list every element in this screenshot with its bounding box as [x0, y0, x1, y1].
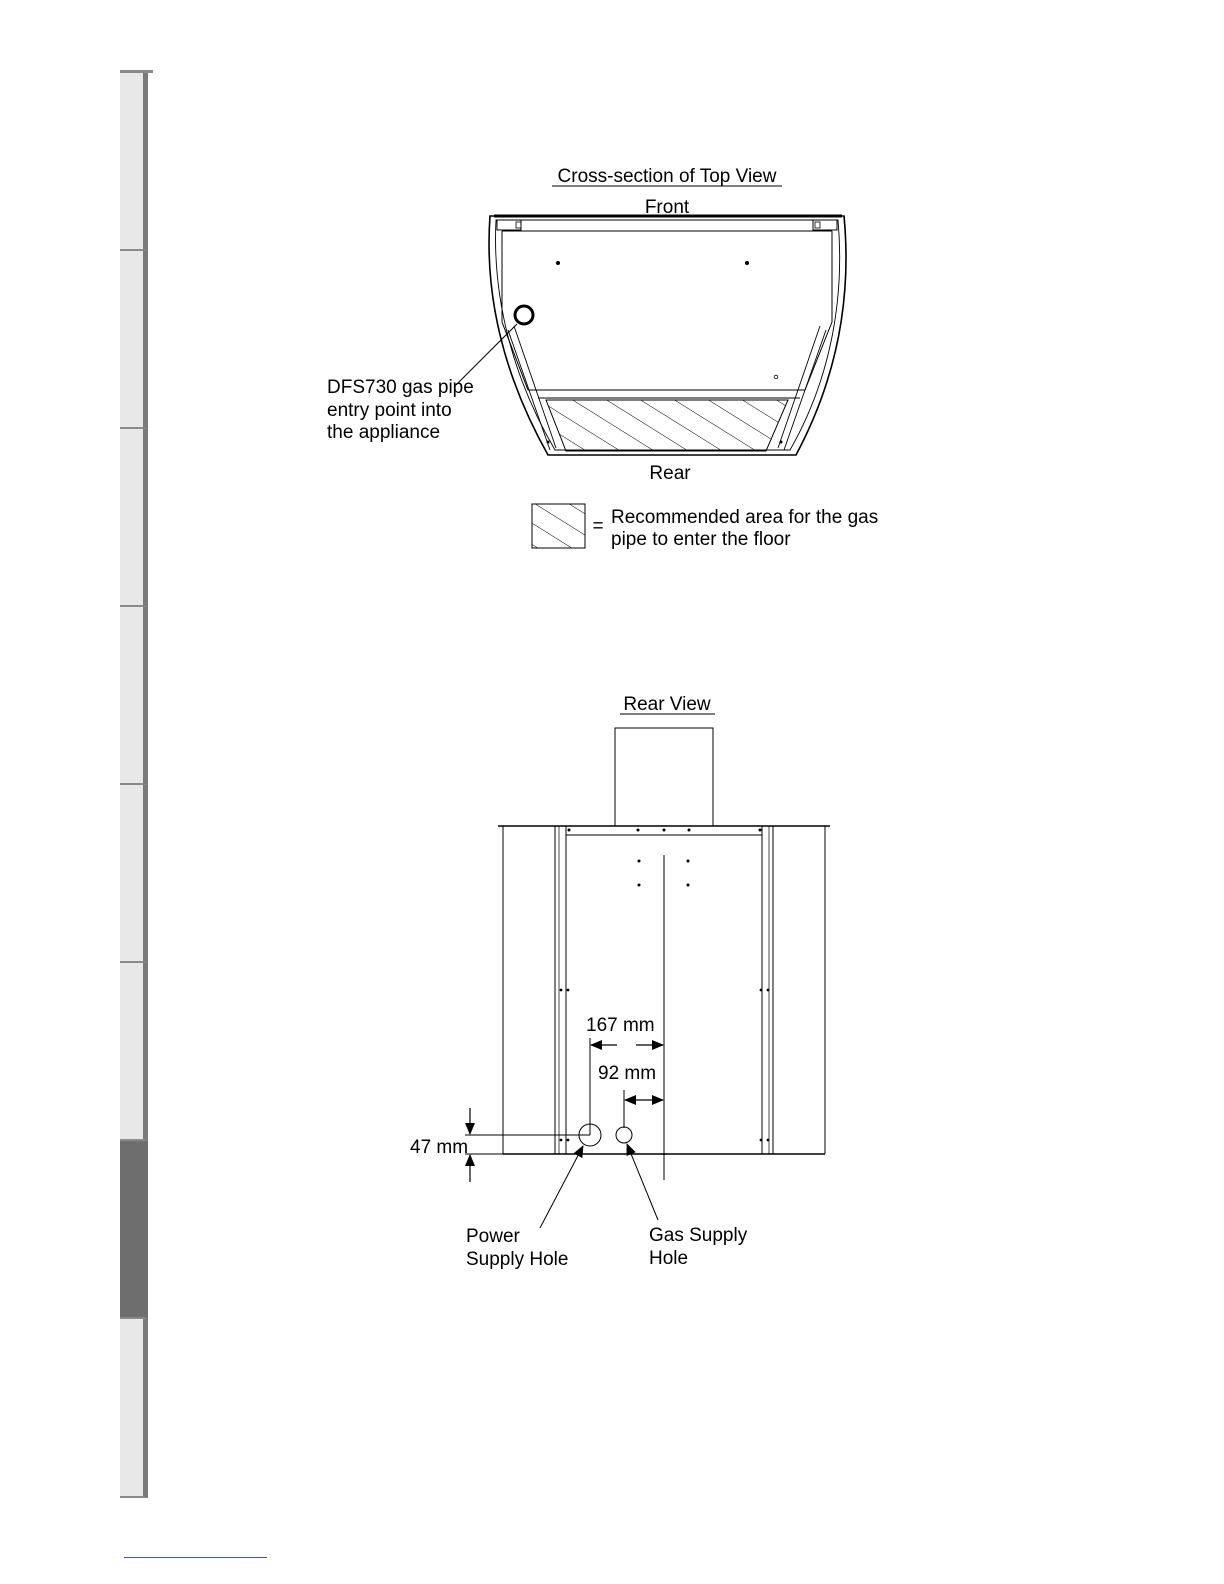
flue-box — [615, 728, 713, 826]
front-left-bracket-inner — [516, 222, 521, 228]
rear-view — [410, 694, 830, 1270]
power-hole-leader — [540, 1146, 583, 1228]
screw-dot — [547, 441, 550, 444]
rear-label: Rear — [649, 463, 691, 484]
power-label-line-1: Power — [466, 1226, 520, 1247]
screw-dot — [780, 441, 783, 444]
gas-pipe-entry-circle — [515, 306, 533, 324]
top-view — [327, 166, 878, 550]
gas-pipe-callout-leader — [456, 324, 517, 385]
rear-view-title: Rear View — [623, 694, 711, 715]
gas-pipe-callout-line-2: entry point into — [327, 400, 452, 421]
front-right-bracket-inner — [815, 222, 820, 228]
front-label: Front — [644, 197, 690, 218]
gas-pipe-callout-line-3: the appliance — [327, 422, 441, 443]
dimension-47: 47 mm — [410, 1137, 469, 1158]
front-right-bracket — [813, 220, 837, 230]
screw-dot — [556, 261, 560, 265]
right-side-panel-2 — [778, 326, 820, 448]
legend-equals: = — [592, 516, 604, 537]
gas-label-line-2: Hole — [649, 1248, 689, 1269]
gas-supply-hole — [616, 1127, 632, 1143]
gas-hole-leader — [627, 1144, 658, 1220]
dimension-92: 92 mm — [598, 1063, 657, 1084]
top-view-title: Cross-section of Top View — [557, 166, 777, 187]
power-label-line-2: Supply Hole — [466, 1249, 569, 1270]
legend-text-line-1: Recommended area for the gas — [611, 507, 879, 528]
gas-label-line-1: Gas Supply — [649, 1225, 748, 1246]
dimension-167: 167 mm — [586, 1015, 655, 1036]
legend-hatch-swatch — [532, 504, 585, 548]
screw-dot — [774, 375, 778, 379]
gas-pipe-callout-line-1: DFS730 gas pipe — [327, 377, 474, 398]
screw-dot — [745, 261, 749, 265]
legend-text-line-2: pipe to enter the floor — [611, 529, 791, 550]
recommended-gas-pipe-area — [546, 400, 788, 451]
front-left-bracket — [497, 220, 521, 230]
